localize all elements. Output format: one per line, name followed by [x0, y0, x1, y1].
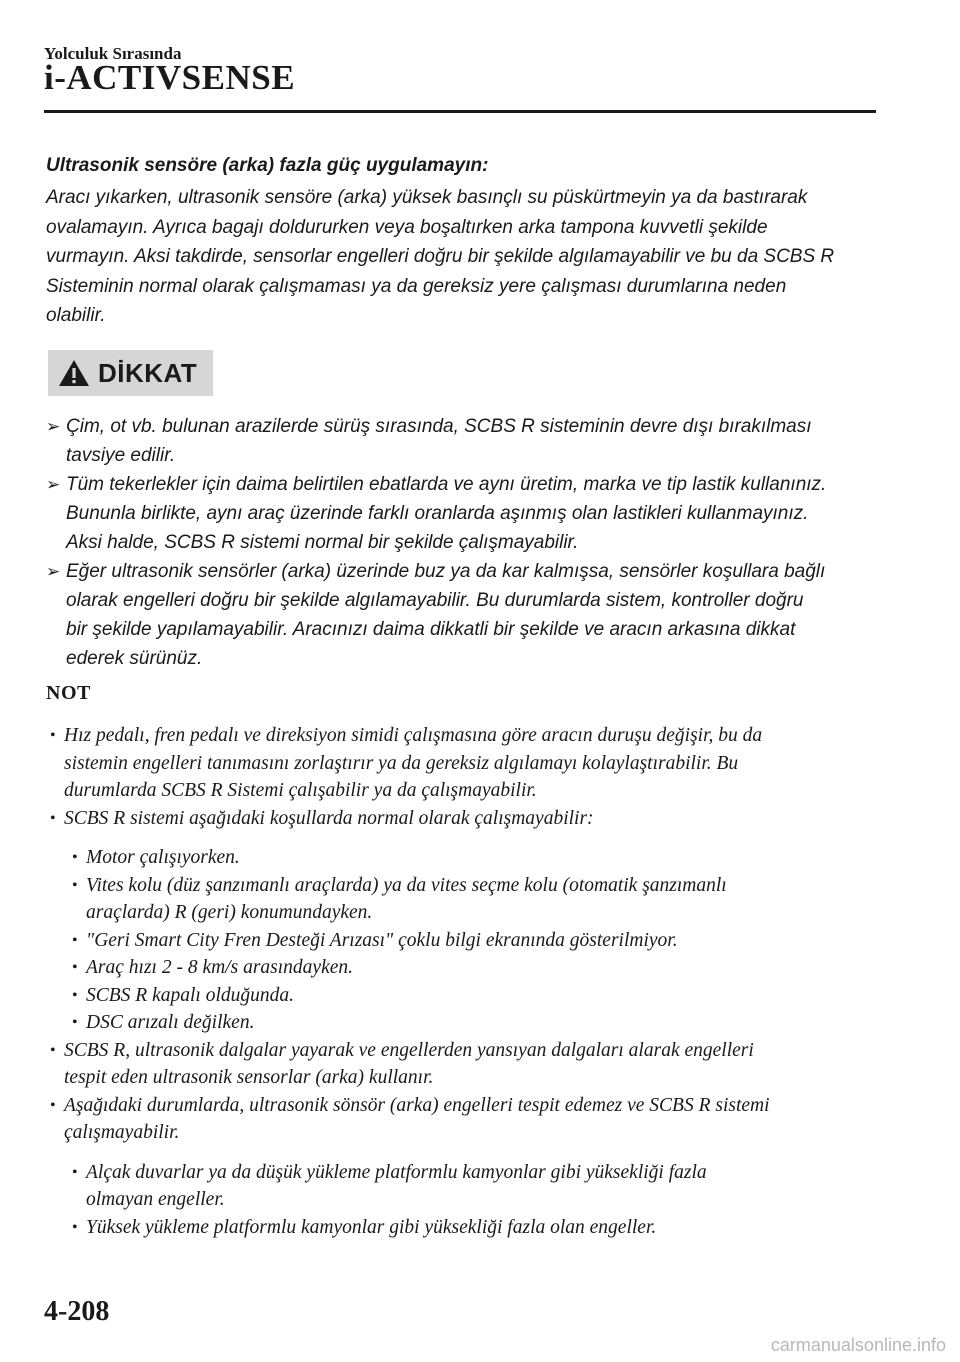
note-title: NOT [46, 682, 91, 704]
caution-line: Bununla birlikte, aynı araç üzerinde farklı oranlarda aşınmış olan lastikleri kullanmayınız. [66, 503, 809, 524]
note-sub-line: Alçak duvarlar ya da düşük yükleme platformlu kamyonlar gibi yüksekliği fazla [86, 1161, 707, 1183]
caution-line: tavsiye edilir. [66, 445, 176, 466]
caution-line: Aksi halde, SCBS R sistemi normal bir şekilde çalışmayabilir. [66, 532, 579, 553]
bullet-dot-icon: • [72, 959, 78, 976]
note-bullet [46, 1037, 886, 1092]
note-sub-line: Vites kolu (düz şanzımanlı araçlarda) ya da vites seçme kolu (otomatik şanzımanlı [86, 874, 727, 896]
note-line: durumlarda SCBS R Sistemi çalışabilir ya da çalışmayabilir. [64, 780, 537, 801]
warning-triangle-icon [58, 359, 90, 387]
bullet-dot-icon: • [72, 931, 78, 949]
warning-line: Aracı yıkarken, ultrasonik sensöre (arka) yüksek basınçlı su püskürtmeyin ya da bastırarak [46, 187, 808, 208]
note-sub-line: Araç hızı 2 - 8 km/s arasındayken. [86, 957, 354, 978]
note-sub-bullet [46, 872, 886, 927]
note-sub-bullet [46, 1009, 886, 1037]
note-list [46, 722, 886, 1241]
bullet-dot-icon: • [72, 1163, 78, 1181]
page-title: i-ACTIVSENSE [44, 58, 296, 97]
warning-heading: Ultrasonik sensöre (arka) fazla güç uygulamayın: [46, 155, 489, 176]
note-sub-line: "Geri Smart City Fren Desteği Arızası" çoklu bilgi ekranında gösterilmiyor. [86, 929, 678, 951]
arrow-bullet-icon: ➢ [46, 475, 61, 494]
note-sub-bullet [46, 1159, 886, 1214]
note-sub-line: SCBS R kapalı olduğunda. [86, 984, 294, 1006]
caution-line: bir şekilde yapılamayabilir. Aracınızı daima dikkatli bir şekilde ve aracın arkasına dikkat [66, 619, 796, 640]
watermark: carmanualsonline.info [770, 1335, 946, 1355]
caution-label: DİKKAT [98, 357, 198, 388]
caution-item [46, 470, 886, 557]
bullet-dot-icon: • [50, 809, 56, 827]
note-line: tespit eden ultrasonik sensorlar (arka) kullanır. [64, 1067, 434, 1088]
note-sub-line: olmayan engeller. [86, 1189, 225, 1210]
caution-list [46, 412, 886, 673]
note-bullet [46, 805, 886, 833]
note-sub-bullet [46, 982, 886, 1010]
note-line: SCBS R, ultrasonik dalgalar yayarak ve engellerden yansıyan dalgaları alarak engelleri [64, 1039, 754, 1061]
note-sub-bullet [46, 844, 886, 872]
note-bullet [46, 1092, 886, 1147]
caution-line: Tüm tekerlekler için daima belirtilen ebatlarda ve aynı üretim, marka ve tip lastik kullanınız. [66, 474, 827, 495]
title-divider [44, 110, 876, 113]
note-line: Hız pedalı, fren pedalı ve direksiyon simidi çalışmasına göre aracın duruşu değişir, bu da [64, 725, 763, 746]
caution-item [46, 412, 886, 470]
caution-banner [48, 350, 213, 396]
note-sub-bullet [46, 954, 886, 982]
note-sub-bullet [46, 1214, 886, 1242]
bullet-dot-icon: • [72, 986, 78, 1004]
section-label: Yolculuk Sırasında [44, 44, 182, 63]
note-line: sistemin engelleri tanımasını zorlaştırır ya da gereksiz algılamayı kolaylaştırabilir. Bu [64, 752, 739, 774]
bullet-dot-icon: • [72, 1218, 78, 1236]
note-line: Aşağıdaki durumlarda, ultrasonik sönsör (arka) engelleri tespit edemez ve SCBS R sistemi [64, 1094, 770, 1116]
note-line: SCBS R sistemi aşağıdaki koşullarda normal olarak çalışmayabilir: [64, 807, 594, 829]
caution-line: olarak engelleri doğru bir şekilde algılamayabilir. Bu durumlarda sistem, kontroller doğru [66, 590, 804, 611]
bullet-dot-icon: • [50, 727, 56, 744]
note-bullet [46, 722, 886, 805]
bullet-dot-icon: • [50, 1096, 56, 1114]
warning-body [46, 183, 876, 331]
caution-item [46, 557, 886, 673]
warning-line: olabilir. [46, 305, 106, 326]
bullet-dot-icon: • [72, 876, 78, 894]
warning-line: Sisteminin normal olarak çalışmaması ya da gereksiz yere çalışması durumlarına neden [46, 275, 787, 297]
warning-line: ovalamayın. Ayrıca bagajı doldururken veya boşaltırken arka tampona kuvvetli şekilde [46, 216, 768, 238]
note-sub-bullet [46, 927, 886, 955]
note-line: çalışmayabilir. [64, 1122, 180, 1143]
note-sub-line: Motor çalışıyorken. [86, 847, 240, 868]
caution-line: Eğer ultrasonik sensörler (arka) üzerinde buz ya da kar kalmışsa, sensörler koşullara bağlı [66, 561, 826, 582]
note-sub-line: DSC arızalı değilken. [86, 1012, 255, 1033]
caution-line: ederek sürünüz. [66, 648, 203, 669]
arrow-bullet-icon: ➢ [46, 562, 61, 581]
bullet-dot-icon: • [72, 849, 78, 866]
bullet-dot-icon: • [72, 1014, 78, 1031]
bullet-dot-icon: • [50, 1041, 56, 1059]
note-sub-line: Yüksek yükleme platformlu kamyonlar gibi yüksekliği fazla olan engeller. [86, 1216, 657, 1238]
arrow-bullet-icon: ➢ [46, 417, 61, 436]
note-sub-line: araçlarda) R (geri) konumundayken. [86, 902, 373, 923]
caution-line: Çim, ot vb. bulunan arazilerde sürüş sırasında, SCBS R sisteminin devre dışı bırakılması [66, 416, 812, 437]
warning-line: vurmayın. Aksi takdirde, sensorlar engelleri doğru bir şekilde algılamayabilir ve bu da SCBS R [46, 246, 835, 267]
page-number: 4-208 [44, 1296, 110, 1327]
